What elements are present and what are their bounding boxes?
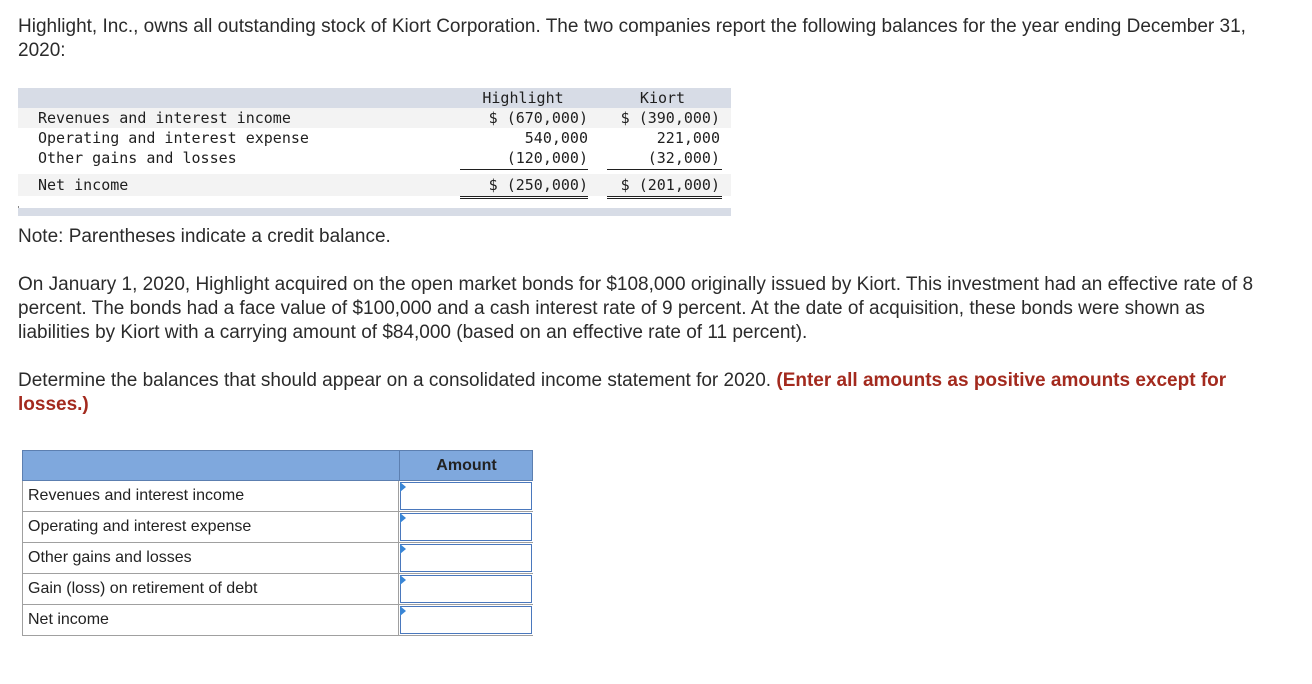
balances-row-label: Other gains and losses — [38, 149, 237, 167]
balances-row-label: Revenues and interest income — [38, 109, 291, 127]
balances-cell-kiort: 221,000 — [656, 129, 720, 147]
input-marker-icon — [400, 513, 406, 523]
total-double-rule — [460, 196, 588, 199]
subtotal-rule — [607, 169, 722, 170]
balances-cell-highlight: $ (670,000) — [488, 109, 588, 127]
instruction-text: Determine the balances that should appear on a consolidated income statement for 2020. — [18, 370, 777, 391]
input-marker-icon — [400, 606, 406, 616]
balances-cell-highlight: $ (250,000) — [488, 176, 588, 194]
other-gains-amount-input[interactable] — [400, 544, 532, 572]
problem-intro: Highlight, Inc., owns all outstanding stock of Kiort Corporation. The two companies report the following balances for the year ending December 31, 2020: — [18, 16, 1246, 61]
balances-cell-highlight: 540,000 — [524, 129, 588, 147]
amount-column-header: Amount — [436, 457, 497, 474]
balances-row-label: Operating and interest expense — [38, 129, 309, 147]
revenues-amount-input[interactable] — [400, 482, 532, 510]
instruction-emphasis: (Enter all amounts as positive amounts except for losses.) — [18, 370, 1227, 415]
balances-table — [18, 88, 731, 217]
balances-header-highlight: Highlight — [482, 89, 564, 107]
balances-footer-band — [18, 208, 731, 216]
answer-row-label: Gain (loss) on retirement of debt — [22, 574, 399, 604]
balances-cell-kiort: $ (390,000) — [620, 109, 720, 127]
answer-row — [22, 543, 533, 574]
answer-row-label: Revenues and interest income — [22, 481, 399, 511]
answer-row-label: Operating and interest expense — [22, 512, 399, 542]
balances-cell-highlight: (120,000) — [506, 149, 588, 167]
total-double-rule — [607, 196, 722, 199]
consolidated-answer-table — [22, 450, 533, 635]
answer-row — [22, 512, 533, 543]
balances-row-label: Net income — [38, 176, 129, 194]
input-marker-icon — [400, 575, 406, 585]
answer-row — [22, 605, 533, 636]
input-marker-icon — [400, 482, 406, 492]
instruction-paragraph — [18, 369, 1268, 417]
balances-cell-kiort: (32,000) — [647, 149, 720, 167]
answer-row — [22, 481, 533, 512]
operating-expense-amount-input[interactable] — [400, 513, 532, 541]
input-marker-icon — [400, 544, 406, 554]
balances-header-kiort: Kiort — [639, 89, 686, 107]
answer-row — [22, 574, 533, 605]
balances-cell-kiort: $ (201,000) — [620, 176, 720, 194]
answer-row-label: Other gains and losses — [22, 543, 399, 573]
subtotal-rule — [460, 169, 588, 170]
credit-balance-note: Note: Parentheses indicate a credit balance. — [18, 226, 391, 247]
net-income-amount-input[interactable] — [400, 606, 532, 634]
answer-row-label: Net income — [22, 605, 399, 635]
acquisition-paragraph: On January 1, 2020, Highlight acquired on the open market bonds for $108,000 originally issued by Kiort. This investment had an effective rate of 8 percent. The bonds had a face value of $100,000 and a cash interest rate of 9 percent. At the date of acquisition, these bonds were shown as liabilities by Kiort with a carrying amount of $84,000 (based on an effective rate of 11 percent). — [18, 274, 1254, 343]
retirement-gain-amount-input[interactable] — [400, 575, 532, 603]
